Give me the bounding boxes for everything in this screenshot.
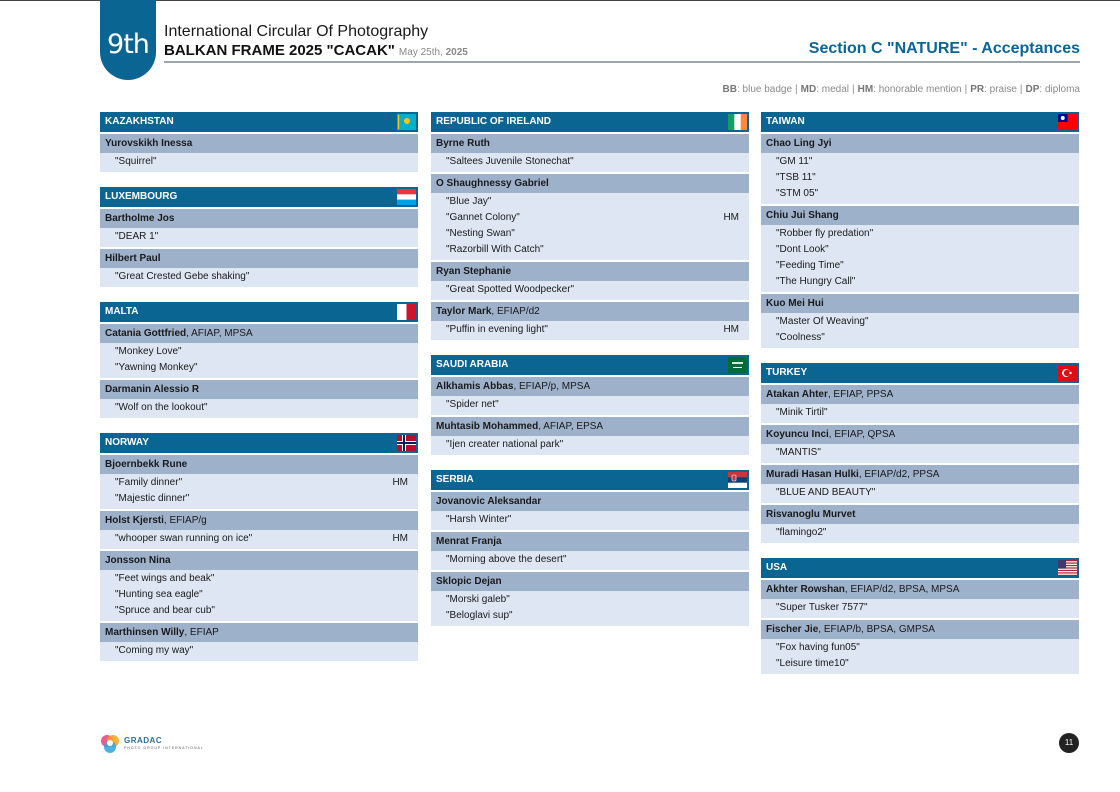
country-header xyxy=(761,363,1079,383)
titles-list xyxy=(431,396,749,415)
photo-title: "Ijen creater national park" xyxy=(446,439,564,450)
author-name: Jonsson Nina xyxy=(105,555,171,566)
author-row xyxy=(100,455,418,474)
photo-title: "Minik Tirtil" xyxy=(776,407,828,418)
header-divider xyxy=(164,61,1080,63)
photo-title-row xyxy=(431,552,749,568)
photo-title-row xyxy=(431,608,749,624)
author-name: Bartholme Jos xyxy=(105,213,175,224)
titles-list xyxy=(100,268,418,287)
author-row xyxy=(761,465,1079,484)
country-header xyxy=(431,112,749,132)
photo-title: "Puffin in evening light" xyxy=(446,324,548,335)
author-row xyxy=(431,377,749,396)
author-name: Muradi Hasan Hulki xyxy=(766,469,859,480)
author-name: Ryan Stephanie xyxy=(436,266,512,277)
photo-title: "Morski galeb" xyxy=(446,594,510,605)
author-distinctions: , EFIAP/p, MPSA xyxy=(513,381,591,392)
column-right xyxy=(761,112,1079,689)
flag-us-icon xyxy=(1058,560,1077,576)
flag-mt-icon xyxy=(397,304,416,320)
flag-ie-icon xyxy=(728,114,747,130)
country-block-no xyxy=(100,433,418,661)
titles-list xyxy=(100,570,418,621)
logo-text: GRADAC xyxy=(124,736,163,745)
award-label: HM xyxy=(392,477,408,488)
photo-title-row xyxy=(431,154,749,170)
author-distinctions: , EFIAP xyxy=(184,627,219,638)
photo-title-row xyxy=(100,344,418,360)
photo-title: "Morning above the desert" xyxy=(446,554,567,565)
photo-title: "Coolness" xyxy=(776,332,825,343)
photo-title: "Leisure time10" xyxy=(776,658,849,669)
award-label: HM xyxy=(723,324,739,335)
photo-title-row xyxy=(431,397,749,413)
country-name: SAUDI ARABIA xyxy=(436,359,509,370)
photo-title: "Monkey Love" xyxy=(115,346,182,357)
photo-title-row xyxy=(761,525,1079,541)
author-row xyxy=(431,417,749,436)
column-middle xyxy=(431,112,749,641)
author-row xyxy=(431,302,749,321)
legend-item: MD: medal xyxy=(800,84,850,95)
logo-subtext: PHOTO GROUP INTERNATIONAL xyxy=(124,746,204,750)
photo-title-row xyxy=(100,531,418,547)
photo-title-row xyxy=(100,400,418,416)
photo-title-row xyxy=(100,571,418,587)
photo-title: "Great Crested Gebe shaking" xyxy=(115,271,250,282)
author-row xyxy=(431,174,749,193)
photo-title-row xyxy=(761,640,1079,656)
author-distinctions: , EFIAP/d2 xyxy=(491,306,540,317)
flag-lu-icon xyxy=(397,189,416,205)
titles-list xyxy=(431,591,749,626)
country-name: SERBIA xyxy=(436,474,474,485)
author-name: Bjoernbekk Rune xyxy=(105,459,188,470)
country-block-tr xyxy=(761,363,1079,543)
author-name: Marthinsen Willy xyxy=(105,627,185,638)
author-row xyxy=(100,324,418,343)
photo-title: "Family dinner" xyxy=(115,477,183,488)
titles-list xyxy=(431,281,749,300)
photo-title: "Coming my way" xyxy=(115,645,194,656)
country-name: REPUBLIC OF IRELAND xyxy=(436,116,551,127)
photo-title: "The Hungry Call" xyxy=(776,276,856,287)
author-name: Alkhamis Abbas xyxy=(436,381,514,392)
award-label: HM xyxy=(723,212,739,223)
country-block-us xyxy=(761,558,1079,674)
photo-title-row xyxy=(431,282,749,298)
titles-list xyxy=(761,524,1079,543)
country-block-mt xyxy=(100,302,418,418)
photo-title-row xyxy=(761,445,1079,461)
section-title: Section C "NATURE" - Acceptances xyxy=(808,40,1080,57)
gradac-logo-icon xyxy=(98,732,122,756)
legend-separator: | xyxy=(852,84,855,95)
photo-title-row xyxy=(761,226,1079,242)
top-border xyxy=(0,0,1120,1)
country-block-lu xyxy=(100,187,418,287)
photo-title: "Razorbill With Catch" xyxy=(446,244,544,255)
author-row xyxy=(761,206,1079,225)
salon-name xyxy=(164,42,468,59)
photo-title: "Super Tusker 7577" xyxy=(776,602,868,613)
author-name: Chiu Jui Shang xyxy=(766,210,839,221)
salon-name-text: BALKAN FRAME 2025 "CACAK" xyxy=(164,42,395,59)
photo-title: "Spider net" xyxy=(446,399,499,410)
photo-title-row xyxy=(100,603,418,619)
photo-title: "MANTIS" xyxy=(776,447,821,458)
photo-title: "DEAR 1" xyxy=(115,231,159,242)
titles-list xyxy=(431,436,749,455)
author-row xyxy=(100,551,418,570)
photo-title-row xyxy=(100,154,418,170)
photo-title-row xyxy=(431,437,749,453)
author-distinctions: , EFIAP/b, BPSA, GMPSA xyxy=(818,624,935,635)
author-row xyxy=(431,262,749,281)
titles-list xyxy=(761,599,1079,618)
flag-no-icon xyxy=(397,435,416,451)
country-header xyxy=(431,355,749,375)
titles-list xyxy=(761,484,1079,503)
photo-title: "Nesting Swan" xyxy=(446,228,515,239)
photo-title-row xyxy=(431,512,749,528)
titles-list xyxy=(100,474,418,509)
photo-title: "Yawning Monkey" xyxy=(115,362,198,373)
country-header xyxy=(100,433,418,453)
author-name: Atakan Ahter xyxy=(766,389,828,400)
author-name: Muhtasib Mohammed xyxy=(436,421,539,432)
country-block-kz xyxy=(100,112,418,172)
photo-title-row xyxy=(100,229,418,245)
country-header xyxy=(100,302,418,322)
author-row xyxy=(431,532,749,551)
author-distinctions: , EFIAP/g xyxy=(163,515,207,526)
country-name: KAZAKHSTAN xyxy=(105,116,174,127)
author-distinctions: , AFIAP, EPSA xyxy=(538,421,604,432)
author-name: Catania Gottfried xyxy=(105,328,187,339)
author-name: Chao Ling Jyi xyxy=(766,138,832,149)
titles-list xyxy=(100,153,418,172)
flag-kz-icon xyxy=(397,114,416,130)
event-date: May 25th, 2025 xyxy=(398,47,468,58)
titles-list xyxy=(431,193,749,260)
photo-title: "Spruce and bear cub" xyxy=(115,605,215,616)
photo-title-row xyxy=(761,186,1079,202)
author-row xyxy=(431,492,749,511)
photo-title-row xyxy=(761,330,1079,346)
author-name: Byrne Ruth xyxy=(436,138,490,149)
author-distinctions: , EFIAP, PPSA xyxy=(827,389,894,400)
photo-title: "Robber fly predation" xyxy=(776,228,874,239)
flag-tw-icon xyxy=(1058,114,1077,130)
titles-list xyxy=(761,313,1079,348)
country-block-tw xyxy=(761,112,1079,348)
country-name: MALTA xyxy=(105,306,139,317)
photo-title-row xyxy=(431,210,749,226)
photo-title: "Beloglavi sup" xyxy=(446,610,513,621)
photo-title-row xyxy=(431,242,749,258)
photo-title-row xyxy=(100,643,418,659)
author-row xyxy=(761,425,1079,444)
photo-title: "whooper swan running on ice" xyxy=(115,533,253,544)
photo-title: "Wolf on the lookout" xyxy=(115,402,208,413)
flag-rs-icon xyxy=(728,472,747,488)
author-row xyxy=(761,620,1079,639)
author-row xyxy=(761,505,1079,524)
photo-title: "Fox having fun05" xyxy=(776,642,860,653)
photo-title-row xyxy=(431,226,749,242)
column-left xyxy=(100,112,418,676)
titles-list xyxy=(100,642,418,661)
photo-title-row xyxy=(100,491,418,507)
author-name: O Shaughnessy Gabriel xyxy=(436,178,549,189)
photo-title: "Feet wings and beak" xyxy=(115,573,215,584)
titles-list xyxy=(100,530,418,549)
award-label: HM xyxy=(392,533,408,544)
author-name: Fischer Jie xyxy=(766,624,819,635)
photo-title: "Gannet Colony" xyxy=(446,212,520,223)
photo-title: "Hunting sea eagle" xyxy=(115,589,203,600)
legend-separator: | xyxy=(1019,84,1023,95)
legend-item: BB: blue badge xyxy=(722,84,793,95)
country-name: USA xyxy=(766,562,788,573)
author-name: Sklopic Dejan xyxy=(436,576,502,587)
circular-title: International Circular Of Photography xyxy=(164,23,429,40)
titles-list xyxy=(761,444,1079,463)
author-name: Akhter Rowshan xyxy=(766,584,845,595)
country-block-rs xyxy=(431,470,749,626)
photo-title: "Great Spotted Woodpecker" xyxy=(446,284,575,295)
photo-title: "TSB 11" xyxy=(776,172,816,183)
photo-title-row xyxy=(431,592,749,608)
photo-title-row xyxy=(761,600,1079,616)
photo-title-row xyxy=(761,258,1079,274)
titles-list xyxy=(431,511,749,530)
awards-legend xyxy=(723,84,1080,95)
titles-list xyxy=(761,404,1079,423)
photo-title: "Blue Jay" xyxy=(446,196,492,207)
author-distinctions: , EFIAP/d2, PPSA xyxy=(858,469,940,480)
country-name: NORWAY xyxy=(105,437,149,448)
country-header xyxy=(761,558,1079,578)
author-row xyxy=(761,385,1079,404)
photo-title-row xyxy=(100,475,418,491)
titles-list xyxy=(431,321,749,340)
legend-separator: | xyxy=(795,84,798,95)
country-block-ie xyxy=(431,112,749,340)
photo-title: "BLUE AND BEAUTY" xyxy=(776,487,876,498)
author-row xyxy=(761,580,1079,599)
author-distinctions: , AFIAP, MPSA xyxy=(186,328,253,339)
country-block-sa xyxy=(431,355,749,455)
edition-badge: 9th xyxy=(100,0,156,80)
page-number: 11 xyxy=(1059,733,1079,753)
photo-title: "STM 05" xyxy=(776,188,819,199)
photo-title: "Dont Look" xyxy=(776,244,829,255)
titles-list xyxy=(100,343,418,378)
titles-list xyxy=(761,153,1079,204)
titles-list xyxy=(431,551,749,570)
titles-list xyxy=(761,225,1079,292)
country-header xyxy=(100,187,418,207)
legend-item: PR: praise xyxy=(970,84,1017,95)
author-row xyxy=(100,134,418,153)
country-name: TURKEY xyxy=(766,367,808,378)
author-row xyxy=(100,380,418,399)
photo-title: "flamingo2" xyxy=(776,527,827,538)
author-row xyxy=(100,511,418,530)
photo-title-row xyxy=(100,269,418,285)
author-distinctions: , EFIAP, QPSA xyxy=(828,429,896,440)
photo-title-row xyxy=(431,322,749,338)
author-row xyxy=(761,294,1079,313)
author-name: Hilbert Paul xyxy=(105,253,161,264)
photo-title: "Majestic dinner" xyxy=(115,493,190,504)
author-name: Taylor Mark xyxy=(436,306,492,317)
photo-title-row xyxy=(100,587,418,603)
photo-title-row xyxy=(761,242,1079,258)
author-name: Holst Kjersti xyxy=(105,515,164,526)
legend-separator: | xyxy=(964,84,968,95)
country-header xyxy=(100,112,418,132)
country-name: LUXEMBOURG xyxy=(105,191,178,202)
titles-list xyxy=(100,228,418,247)
author-name: Jovanovic Aleksandar xyxy=(436,496,542,507)
photo-title-row xyxy=(761,656,1079,672)
author-row xyxy=(431,134,749,153)
author-row xyxy=(100,209,418,228)
author-row xyxy=(431,572,749,591)
photo-title-row xyxy=(431,194,749,210)
author-row xyxy=(100,623,418,642)
photo-title-row xyxy=(761,274,1079,290)
titles-list xyxy=(761,639,1079,674)
author-row xyxy=(100,249,418,268)
photo-title: "Squirrel" xyxy=(115,156,157,167)
flag-tr-icon xyxy=(1058,365,1077,381)
author-name: Risvanoglu Murvet xyxy=(766,509,856,520)
legend-item: DP: diploma xyxy=(1025,84,1080,95)
photo-title-row xyxy=(761,170,1079,186)
author-name: Kuo Mei Hui xyxy=(766,298,824,309)
photo-title: "Saltees Juvenile Stonechat" xyxy=(446,156,574,167)
photo-title: "Feeding Time" xyxy=(776,260,844,271)
legend-item: HM: honorable mention xyxy=(857,84,962,95)
author-name: Menrat Franja xyxy=(436,536,502,547)
country-header xyxy=(431,470,749,490)
photo-title-row xyxy=(761,485,1079,501)
photo-title: "GM 11" xyxy=(776,156,813,167)
photo-title-row xyxy=(761,405,1079,421)
photo-title-row xyxy=(761,154,1079,170)
author-distinctions: , EFIAP/d2, BPSA, MPSA xyxy=(844,584,960,595)
photo-title: "Master Of Weaving" xyxy=(776,316,869,327)
photo-title-row xyxy=(761,314,1079,330)
titles-list xyxy=(431,153,749,172)
titles-list xyxy=(100,399,418,418)
author-name: Koyuncu Inci xyxy=(766,429,829,440)
photo-title-row xyxy=(100,360,418,376)
author-name: Yurovskikh Inessa xyxy=(105,138,193,149)
author-name: Darmanin Alessio R xyxy=(105,384,200,395)
author-row xyxy=(761,134,1079,153)
photo-title: "Harsh Winter" xyxy=(446,514,512,525)
country-name: TAIWAN xyxy=(766,116,805,127)
country-header xyxy=(761,112,1079,132)
flag-sa-icon xyxy=(728,357,747,373)
